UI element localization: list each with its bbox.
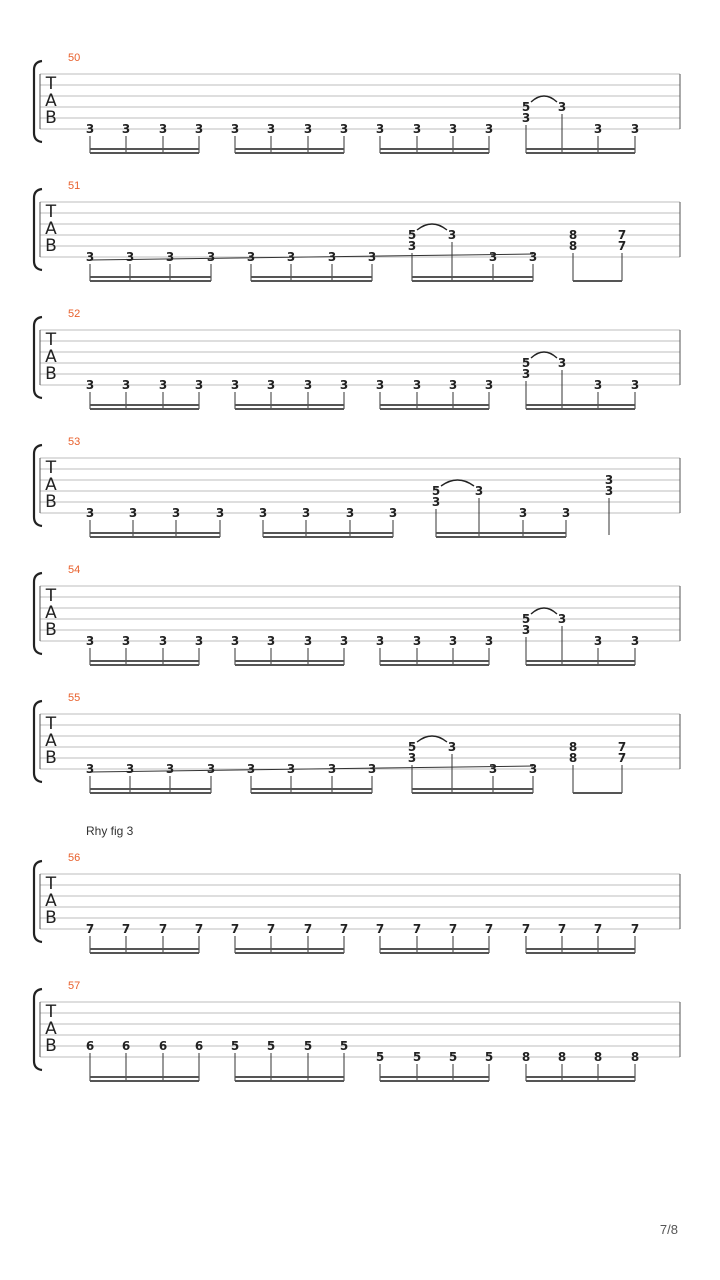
fret-number: 3	[593, 634, 603, 648]
fret-number: 3	[327, 250, 337, 264]
fret-number: 3	[412, 634, 422, 648]
system-bracket	[34, 189, 42, 270]
fret-number: 3	[528, 250, 538, 264]
fret-number: 3	[604, 484, 614, 498]
fret-number: 6	[158, 1039, 168, 1053]
fret-number: 8	[568, 740, 578, 754]
fret-number: 8	[568, 239, 578, 253]
fret-number: 3	[165, 250, 175, 264]
measure-number: 51	[68, 180, 81, 192]
fret-number: 3	[521, 623, 531, 637]
tab-clef-a: A	[45, 475, 57, 495]
fret-number: 7	[484, 922, 494, 936]
fret-number: 6	[194, 1039, 204, 1053]
fret-number: 8	[568, 751, 578, 765]
fret-number: 7	[630, 922, 640, 936]
tab-clef-t: T	[45, 1002, 57, 1022]
fret-number: 3	[448, 634, 458, 648]
tab-clef-t: T	[45, 74, 57, 94]
fret-number: 7	[230, 922, 240, 936]
tab-clef-t: T	[45, 330, 57, 350]
fret-number: 3	[85, 634, 95, 648]
fret-number: 3	[630, 378, 640, 392]
measure-number: 57	[68, 980, 81, 992]
fret-number: 3	[388, 506, 398, 520]
fret-number: 3	[488, 762, 498, 776]
tab-clef-t: T	[45, 458, 57, 478]
rhythm-figure-label: Rhy fig 3	[86, 824, 134, 838]
tab-clef-b: B	[45, 908, 57, 928]
system-bracket	[34, 989, 42, 1070]
fret-number: 3	[121, 122, 131, 136]
fret-number: 3	[303, 122, 313, 136]
fret-number: 3	[230, 378, 240, 392]
fret-number: 3	[125, 250, 135, 264]
fret-number: 3	[630, 634, 640, 648]
tab-clef-a: A	[45, 1019, 57, 1039]
fret-number: 3	[215, 506, 225, 520]
fret-number: 8	[630, 1050, 640, 1064]
fret-number: 3	[339, 634, 349, 648]
tab-clef-b: B	[45, 364, 57, 384]
fret-number: 3	[521, 367, 531, 381]
fret-number: 5	[521, 612, 531, 626]
fret-number: 3	[266, 122, 276, 136]
fret-number: 5	[339, 1039, 349, 1053]
tie-arc	[531, 96, 557, 102]
fret-number: 3	[301, 506, 311, 520]
fret-number: 3	[206, 762, 216, 776]
fret-number: 5	[412, 1050, 422, 1064]
fret-number: 3	[518, 506, 528, 520]
fret-number: 3	[327, 762, 337, 776]
fret-number: 3	[484, 122, 494, 136]
fret-number: 8	[568, 228, 578, 242]
tab-clef-b: B	[45, 748, 57, 768]
fret-number: 3	[488, 250, 498, 264]
fret-number: 3	[303, 634, 313, 648]
fret-number: 7	[303, 922, 313, 936]
fret-number: 8	[557, 1050, 567, 1064]
fret-number: 3	[375, 122, 385, 136]
fret-number: 7	[194, 922, 204, 936]
fret-number: 3	[412, 378, 422, 392]
fret-number: 7	[158, 922, 168, 936]
fret-number: 8	[521, 1050, 531, 1064]
fret-number: 3	[258, 506, 268, 520]
fret-number: 3	[158, 122, 168, 136]
fret-number: 3	[286, 250, 296, 264]
tie-arc	[531, 608, 557, 614]
fret-number: 3	[447, 228, 457, 242]
tab-clef-b: B	[45, 492, 57, 512]
tab-clef-a: A	[45, 731, 57, 751]
fret-number: 3	[557, 356, 567, 370]
fret-number: 7	[266, 922, 276, 936]
fret-number: 3	[521, 111, 531, 125]
fret-number: 3	[85, 122, 95, 136]
fret-number: 3	[128, 506, 138, 520]
tab-clef-a: A	[45, 347, 57, 367]
fret-number: 3	[484, 378, 494, 392]
fret-number: 3	[194, 634, 204, 648]
fret-number: 3	[484, 634, 494, 648]
fret-number: 3	[557, 100, 567, 114]
fret-number: 3	[375, 634, 385, 648]
fret-number: 5	[303, 1039, 313, 1053]
fret-number: 3	[194, 122, 204, 136]
fret-number: 7	[617, 228, 627, 242]
fret-number: 7	[617, 239, 627, 253]
fret-number: 5	[521, 356, 531, 370]
fret-number: 3	[85, 378, 95, 392]
tab-clef-a: A	[45, 91, 57, 111]
fret-number: 7	[593, 922, 603, 936]
fret-number: 3	[121, 378, 131, 392]
tab-clef-a: A	[45, 219, 57, 239]
fret-number: 5	[431, 484, 441, 498]
tie-arc	[531, 352, 557, 358]
fret-number: 3	[407, 239, 417, 253]
measure-number: 53	[68, 436, 81, 448]
fret-number: 3	[345, 506, 355, 520]
fret-number: 3	[528, 762, 538, 776]
fret-number: 3	[561, 506, 571, 520]
fret-number: 3	[85, 762, 95, 776]
fret-number: 3	[303, 378, 313, 392]
fret-number: 7	[375, 922, 385, 936]
system-bracket	[34, 445, 42, 526]
fret-number: 5	[448, 1050, 458, 1064]
tab-clef-t: T	[45, 202, 57, 222]
fret-number: 3	[246, 250, 256, 264]
fret-number: 3	[194, 378, 204, 392]
tie-arc	[417, 224, 447, 230]
fret-number: 5	[230, 1039, 240, 1053]
measure-number: 55	[68, 692, 81, 704]
tab-clef-t: T	[45, 586, 57, 606]
fret-number: 7	[121, 922, 131, 936]
page-number: 7/8	[659, 1222, 678, 1237]
fret-number: 3	[266, 378, 276, 392]
fret-number: 3	[367, 762, 377, 776]
fret-number: 5	[266, 1039, 276, 1053]
fret-number: 5	[484, 1050, 494, 1064]
fret-number: 7	[339, 922, 349, 936]
tab-clef-b: B	[45, 620, 57, 640]
fret-number: 3	[407, 751, 417, 765]
fret-number: 3	[339, 378, 349, 392]
fret-number: 7	[617, 751, 627, 765]
fret-number: 3	[630, 122, 640, 136]
fret-number: 3	[158, 634, 168, 648]
fret-number: 3	[367, 250, 377, 264]
fret-number: 6	[121, 1039, 131, 1053]
tie-arc	[441, 480, 474, 486]
fret-number: 5	[375, 1050, 385, 1064]
fret-number: 3	[85, 506, 95, 520]
fret-number: 3	[448, 122, 458, 136]
measure-number: 54	[68, 564, 81, 576]
fret-number: 3	[431, 495, 441, 509]
fret-number: 5	[407, 740, 417, 754]
fret-number: 7	[448, 922, 458, 936]
fret-number: 3	[230, 122, 240, 136]
fret-number: 7	[412, 922, 422, 936]
tie-arc	[417, 736, 447, 742]
fret-number: 3	[230, 634, 240, 648]
fret-number: 3	[339, 122, 349, 136]
fret-number: 3	[593, 378, 603, 392]
fret-number: 3	[557, 612, 567, 626]
fret-number: 3	[448, 378, 458, 392]
fret-number: 3	[286, 762, 296, 776]
fret-number: 7	[521, 922, 531, 936]
measure-number: 50	[68, 52, 81, 64]
fret-number: 3	[375, 378, 385, 392]
tab-clef-a: A	[45, 603, 57, 623]
fret-number: 3	[246, 762, 256, 776]
system-bracket	[34, 701, 42, 782]
fret-number: 3	[266, 634, 276, 648]
tab-clef-b: B	[45, 236, 57, 256]
fret-number: 3	[121, 634, 131, 648]
fret-number: 3	[158, 378, 168, 392]
system-bracket	[34, 61, 42, 142]
fret-number: 3	[85, 250, 95, 264]
fret-number: 3	[593, 122, 603, 136]
tab-clef-t: T	[45, 874, 57, 894]
fret-number: 3	[474, 484, 484, 498]
fret-number: 5	[521, 100, 531, 114]
measure-number: 56	[68, 852, 81, 864]
fret-number: 3	[206, 250, 216, 264]
fret-number: 3	[125, 762, 135, 776]
tab-clef-b: B	[45, 108, 57, 128]
tab-clef-b: B	[45, 1036, 57, 1056]
fret-number: 8	[593, 1050, 603, 1064]
fret-number: 6	[85, 1039, 95, 1053]
system-bracket	[34, 317, 42, 398]
fret-number: 5	[407, 228, 417, 242]
fret-number: 3	[171, 506, 181, 520]
fret-number: 3	[412, 122, 422, 136]
measure-number: 52	[68, 308, 81, 320]
tab-clef-t: T	[45, 714, 57, 734]
tab-clef-a: A	[45, 891, 57, 911]
fret-number: 7	[617, 740, 627, 754]
fret-number: 3	[447, 740, 457, 754]
fret-number: 3	[604, 473, 614, 487]
system-bracket	[34, 573, 42, 654]
fret-number: 7	[85, 922, 95, 936]
fret-number: 3	[165, 762, 175, 776]
fret-number: 7	[557, 922, 567, 936]
system-bracket	[34, 861, 42, 942]
